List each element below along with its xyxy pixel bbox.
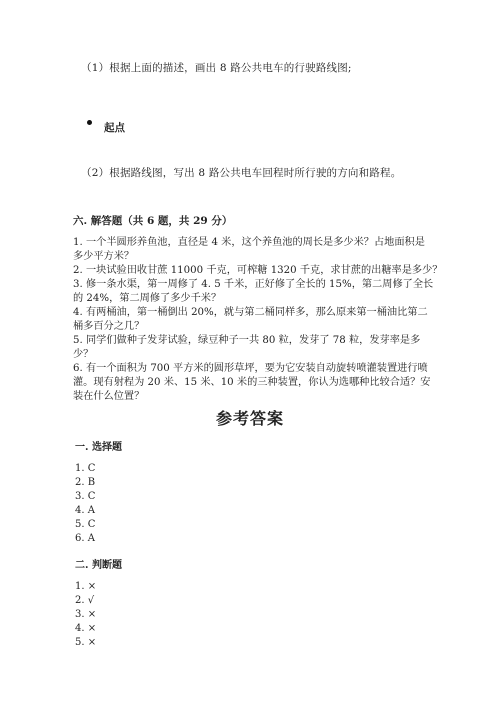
- answers-section-2-heading: 二. 判断题: [75, 560, 122, 571]
- answers-title: 参考答案: [215, 409, 284, 428]
- problem-line: 4. 有两桶油，第一桶倒出 20%，就与第二桶同样多，那么原来第一桶油比第二: [73, 307, 428, 318]
- answer-item: 6. A: [75, 533, 95, 544]
- answer-item: 5. ×: [75, 637, 97, 648]
- problem-line: 少？: [73, 349, 94, 360]
- problem-line: 桶多百分之几？: [73, 321, 145, 332]
- problem-line: 装在什么位置？: [73, 391, 145, 402]
- answer-item: 4. ×: [75, 623, 97, 634]
- problem-line: 1. 一个半圆形养鱼池，直径是 4 米，这个养鱼池的周长是多少米？占地面积是: [73, 237, 425, 248]
- problem-line: 5. 同学们做种子发芽试验，绿豆种子一共 80 粒，发芽了 78 粒，发芽率是多: [73, 335, 421, 346]
- answer-item: 3. C: [75, 491, 96, 502]
- problem-line: 灌。现有射程为 20 米、15 米、10 米的三种装置，你认为选哪种比较合适？安: [73, 377, 431, 388]
- answer-item: 2. √: [75, 595, 95, 606]
- answer-item: 2. B: [75, 477, 96, 488]
- problem-line: 6. 有一个面积为 700 平方米的圆形草坪，要为它安装自动旋转喷灌装置进行喷: [73, 363, 428, 374]
- start-point-label: 起点: [104, 122, 125, 134]
- answer-item: 4. A: [75, 505, 95, 516]
- question-5-2: （2）根据路线图，写出 8 路公共电车回程时所行驶的方向和路程。: [81, 167, 402, 179]
- answer-item: 1. ×: [75, 581, 97, 592]
- start-point-marker: [87, 120, 92, 125]
- problem-line: 多少平方米？: [73, 251, 135, 262]
- answer-item: 5. C: [75, 519, 96, 530]
- answers-section-1-heading: 一. 选择题: [75, 442, 122, 453]
- problem-line: 3. 修一条水渠，第一周修了 4. 5 千米，正好修了全长的 15%，第二周修了全长: [73, 279, 434, 290]
- section-heading-6: 六. 解答题（共 6 题，共 29 分）: [73, 215, 233, 227]
- answer-item: 1. C: [75, 463, 96, 474]
- answer-item: 3. ×: [75, 609, 97, 620]
- problem-line: 的 24%，第二周修了多少千米？: [73, 293, 222, 304]
- problem-line: 2. 一块试验田收甘蔗 11000 千克，可榨糖 1320 千克，求甘蔗的出糖率是多少？: [73, 265, 443, 276]
- question-5-1: （1）根据上面的描述，画出 8 路公共电车的行驶路线图;: [81, 62, 352, 74]
